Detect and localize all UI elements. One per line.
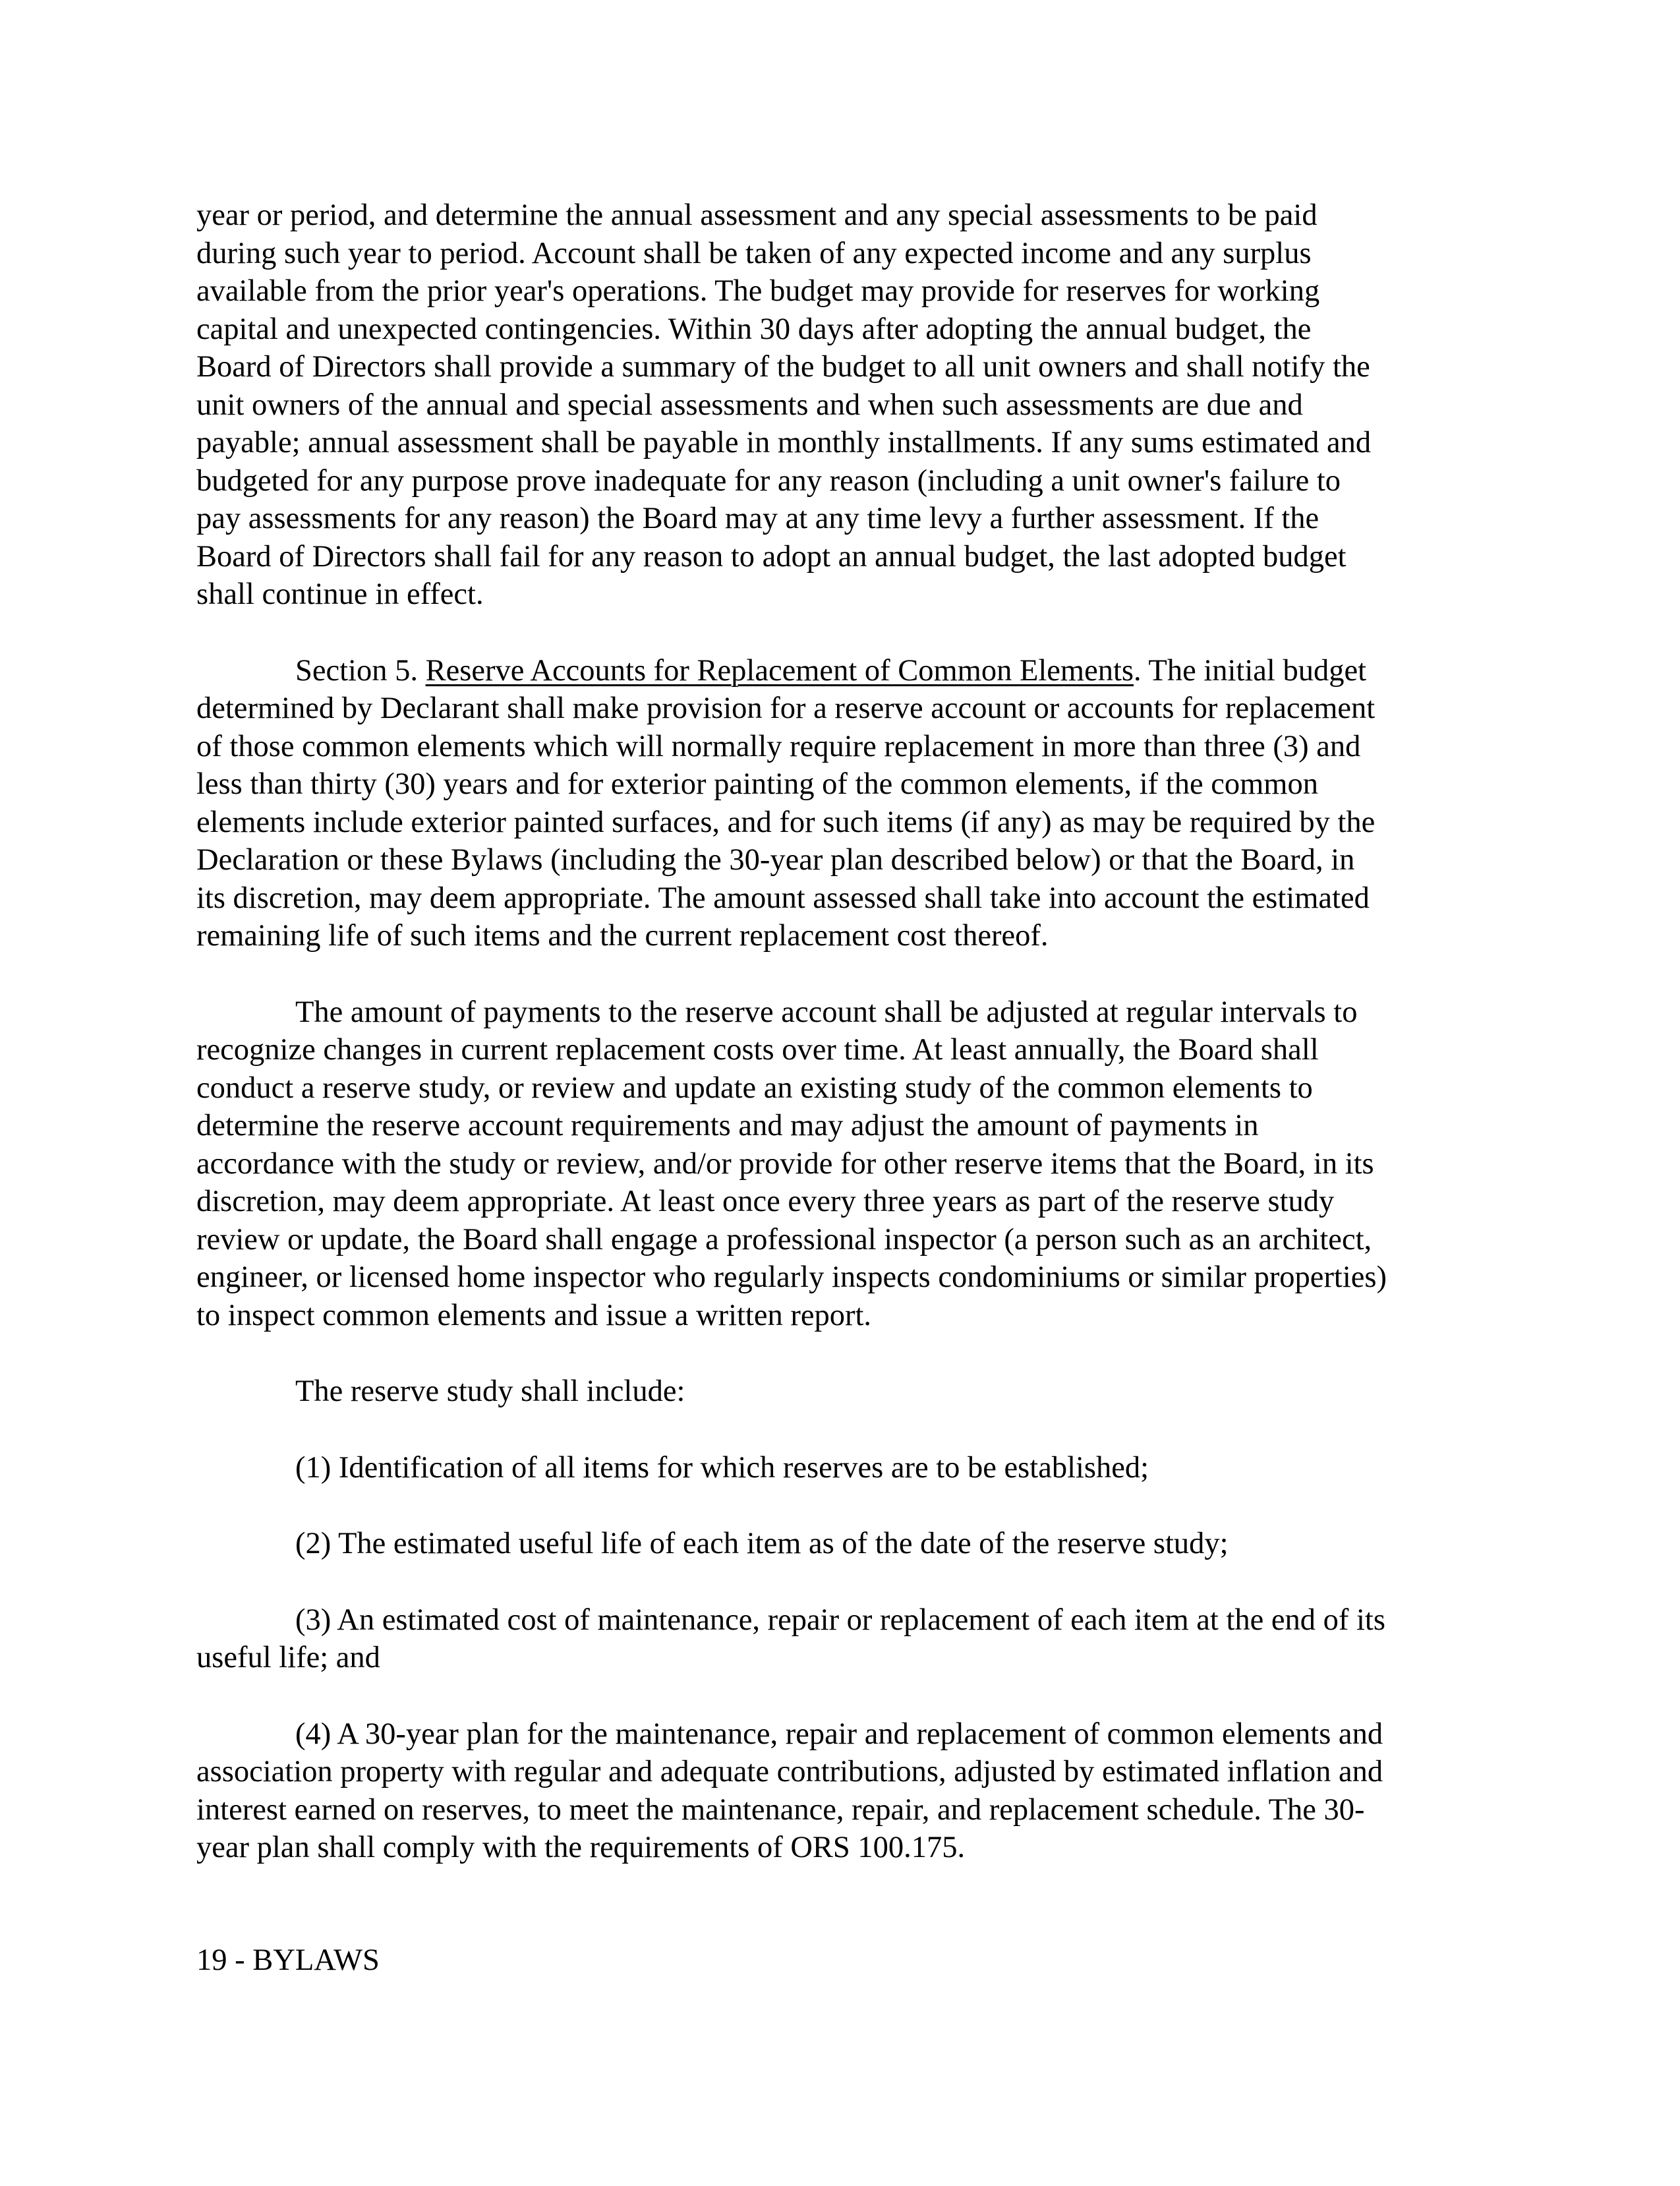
text-line: review or update, the Board shall engage a professional inspector (a person such as an architect, bbox=[196, 1222, 1372, 1256]
text-line: payable; annual assessment shall be payable in monthly installments. If any sums estimated and bbox=[196, 426, 1372, 459]
text-line: less than thirty (30) years and for exterior painting of the common elements, if the common bbox=[196, 767, 1318, 801]
text-line: (2) The estimated useful life of each item as of the date of the reserve study; bbox=[295, 1527, 1229, 1560]
text-line: of those common elements which will normally require replacement in more than three (3) and bbox=[196, 729, 1361, 763]
text-line: to inspect common elements and issue a written report. bbox=[196, 1298, 872, 1332]
section-5-first-line bbox=[196, 652, 1470, 690]
reserve-study-item-3 bbox=[196, 1601, 1470, 1677]
text-line: (4) A 30-year plan for the maintenance, repair and replacement of common elements and bbox=[295, 1717, 1383, 1751]
text-line: remaining life of such items and the current replacement cost thereof. bbox=[196, 919, 1049, 953]
text-line: interest earned on reserves, to meet the maintenance, repair, and replacement schedule. The 30- bbox=[196, 1792, 1365, 1827]
text-line: pay assessments for any reason) the Board may at any time levy a further assessment. If the bbox=[196, 502, 1319, 535]
text-line: available from the prior year's operations. The budget may provide for reserves for working bbox=[196, 274, 1320, 308]
text-line: (1) Identification of all items for which reserves are to be established; bbox=[295, 1450, 1149, 1485]
page-footer: 19 - BYLAWS bbox=[196, 1943, 380, 1977]
text-line: year or period, and determine the annual assessment and any special assessments to be paid bbox=[196, 198, 1318, 232]
section-5-title-trailer: . The initial budget bbox=[1134, 653, 1366, 688]
text-line: The reserve study shall include: bbox=[295, 1374, 685, 1408]
text-line: (3) An estimated cost of maintenance, repair or replacement of each item at the end of its bbox=[295, 1603, 1385, 1637]
section-5-title: Reserve Accounts for Replacement of Common Elements bbox=[425, 653, 1134, 688]
text-line: association property with regular and adequate contributions, adjusted by estimated inflation and bbox=[196, 1755, 1383, 1788]
text-line: Board of Directors shall fail for any reason to adopt an annual budget, the last adopted budget bbox=[196, 539, 1347, 574]
text-line: The amount of payments to the reserve account shall be adjusted at regular intervals to bbox=[295, 995, 1358, 1029]
text-line: its discretion, may deem appropriate. The amount assessed shall take into account the estimated bbox=[196, 881, 1370, 915]
text-line: elements include exterior painted surfaces, and for such items (if any) as may be required by the bbox=[196, 805, 1376, 839]
budget-paragraph bbox=[196, 196, 1470, 614]
reserve-study-intro bbox=[196, 1373, 1470, 1411]
text-line: recognize changes in current replacement costs over time. At least annually, the Board shall bbox=[196, 1033, 1319, 1067]
text-line: determine the reserve account requirements and may adjust the amount of payments in bbox=[196, 1109, 1259, 1142]
text-line: shall continue in effect. bbox=[196, 577, 484, 611]
text-line: engineer, or licensed home inspector who regularly inspects condominiums or similar properties) bbox=[196, 1260, 1387, 1294]
text-line: capital and unexpected contingencies. Within 30 days after adopting the annual budget, the bbox=[196, 312, 1312, 346]
reserve-study-item-1 bbox=[196, 1449, 1470, 1487]
reserve-study-item-2 bbox=[196, 1525, 1470, 1563]
text-line: Board of Directors shall provide a summary of the budget to all unit owners and shall notify the bbox=[196, 350, 1370, 384]
reserve-payments-paragraph bbox=[196, 993, 1470, 1335]
text-line: budgeted for any purpose prove inadequate for any reason (including a unit owner's failure to bbox=[196, 463, 1341, 498]
text-line: Declaration or these Bylaws (including the 30-year plan described below) or that the Board, in bbox=[196, 843, 1355, 877]
section-5-paragraph bbox=[196, 652, 1470, 955]
text-line: conduct a reserve study, or review and update an existing study of the common elements to bbox=[196, 1071, 1313, 1105]
text-line: useful life; and bbox=[196, 1641, 380, 1674]
text-line: determined by Declarant shall make provision for a reserve account or accounts for replacement bbox=[196, 692, 1376, 725]
text-line: during such year to period. Account shall be taken of any expected income and any surplus bbox=[196, 236, 1312, 270]
section-5-label: Section 5. bbox=[295, 653, 426, 688]
reserve-study-item-4 bbox=[196, 1715, 1470, 1867]
document-body bbox=[196, 196, 1470, 1905]
text-line: accordance with the study or review, and/or provide for other reserve items that the Board, in its bbox=[196, 1146, 1374, 1181]
text-line: year plan shall comply with the requirements of ORS 100.175. bbox=[196, 1831, 966, 1864]
text-line: unit owners of the annual and special assessments and when such assessments are due and bbox=[196, 388, 1303, 422]
text-line: discretion, may deem appropriate. At least once every three years as part of the reserve study bbox=[196, 1185, 1335, 1218]
